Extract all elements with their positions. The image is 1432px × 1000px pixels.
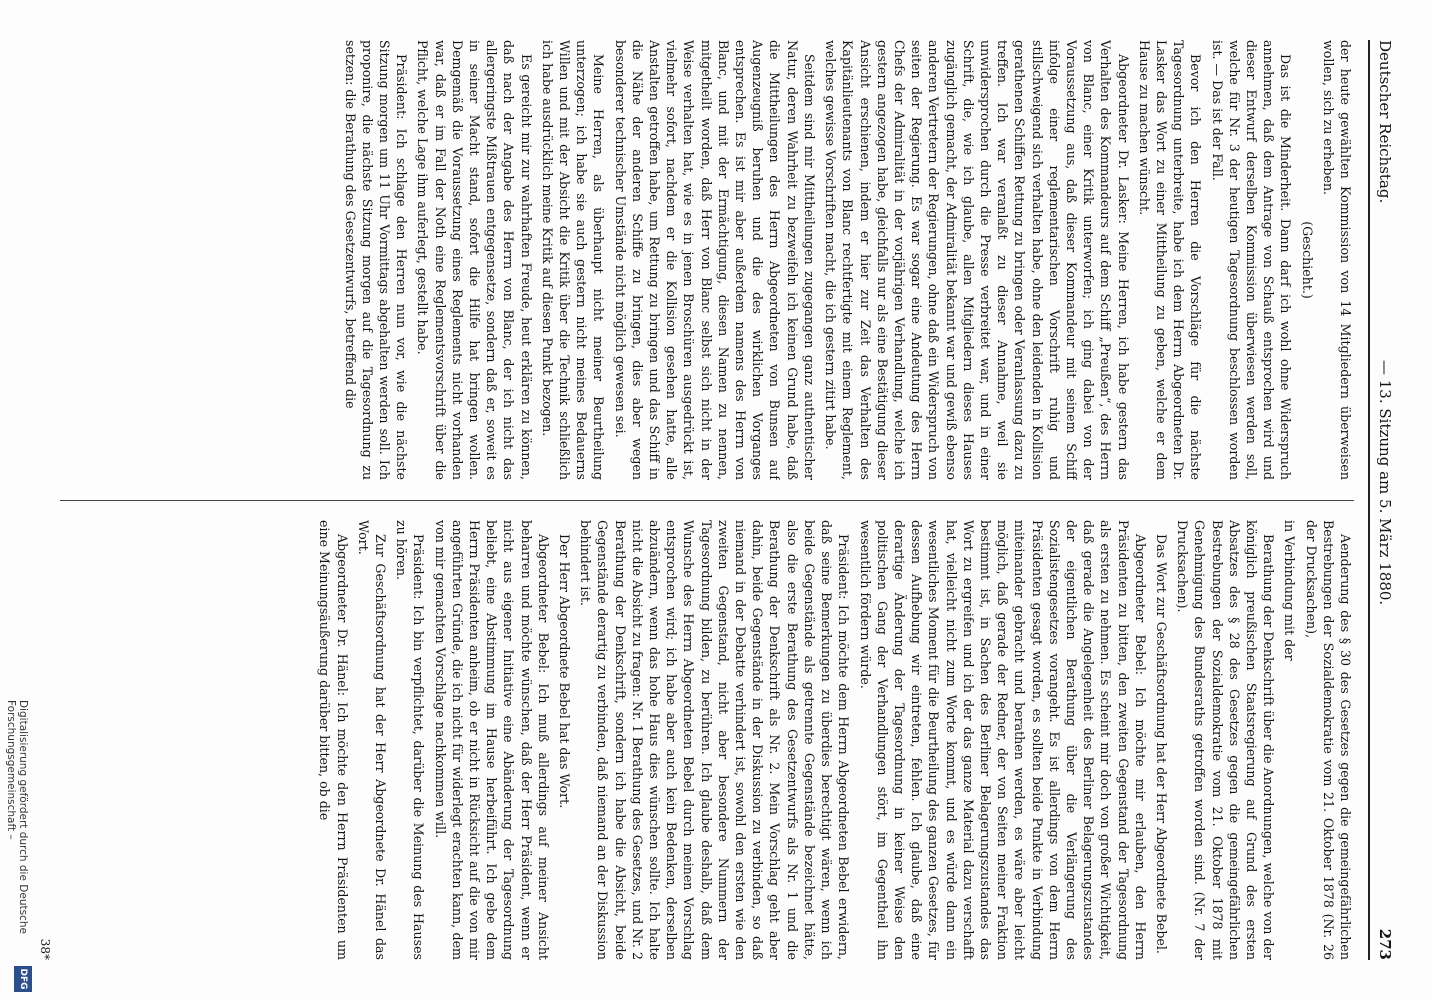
paragraph: Seitdem sind mir Mittheilungen zugegangen ganz authentischer Natur, deren Wahrheit zu bezweifeln ich keinen Grund habe, daß die Mittheilungen des Herrn Abgeordneten von Bunsen auf Augenzeugniß beruhen und die des wirklichen Vorganges entsprechen. Es ist mir aber außerdem namens des Herrn von Blanc, und mit der Ermächtigung, diesen Namen zu nennen, mitgetheilt worden, daß Herr von Blanc selbst sich nicht in der Weise verhalten hat, wie es in jenen Broschüren ausgedrückt ist, vielmehr sofort, nachdem er die Kollision gesehen hatte, alle Anstalten getroffen habe, um Rettung zu bringen und das Schiff in die Nähe der anderen Schiffe zu bringen, dies aber wegen besonderer technischer Umstände nicht möglich gewesen sei. [612,40,817,480]
page-number: 273 [1376,928,1394,960]
header-session: — 13. Sitzung am 5. März 1880. [1376,360,1394,606]
paragraph: Es gereicht mir zur wahrhaften Freude, heut erklären zu können, daß nach der Angabe des Herrn von Blanc, der ich nicht das allergeringste Mißtrauen entgegensetze, sondern daß er, soweit es in seiner Macht stand, sofort die Hilfe hat bringen wollen. Demgemäß die Voraussetzung eines Reglements nicht vorhanden war, daß er im Fall der Noth eine Reglementsvorschrift über die Pflicht, welche Lage ihm auferlegt, gestellt habe. [415,40,534,480]
paragraph: Das ist die Minderheit. Dann darf ich wohl ohne Widerspruch annehmen, daß dem Antrage von Schauß entsprochen wird und dieser Entwurf derselben Kommission überwiesen werden soll, welche für Nr. 3 der heutigen Tagesordnung beschlossen worden ist. — Das ist der Fall. [1209,40,1294,480]
paragraph: der heute gewählten Kommission von 14 Mitgliedern überweisen wollen, sich zu erheben. [1320,40,1353,480]
text-column-left [60,40,1354,480]
column-divider [60,500,1354,501]
paragraph: Aenderung des § 30 des Gesetzes gegen die gemeingefährlichen Bestrebungen der Sozialdemokratie vom 21. Oktober 1878 (Nr. 26 der Drucksachen), [1303,520,1353,960]
paragraph: Abgeordneter Bebel: Ich möchte mir erlauben, den Herrn Präsidenten zu bitten, den zweiten Gegenstand der Tagesordnung als ersten zu nehmen. Es scheint mir doch von großer Wichtigkeit, daß gerade die Angelegenheit des Berliner Belagerungszustandes der eigentlichen Berathung über die Verlängerung des Sozialistengesetzes vorangeht. Es ist allerdings von dem Herrn Präsidenten gesagt worden, es sollten beide Punkte in Verbindung miteinander gebracht und berathen werden, es wäre aber leicht möglich, daß gerade der Redner, der von Seiten meiner Fraktion bestimmt ist, in Sachen des Berliner Belagerungszustandes das Wort zu ergreifen und ich der das ganze Material dazu verschafft hat, vielleicht nicht zum Worte kommt, und es würde dann ein wesentliches Moment für die Beurtheilung des ganzen Gesetzes, für dessen Aufhebung wir eintreten, fehlen. Ich glaube, daß eine derartige Änderung der Tagesordnung in keiner Weise den politischen Gang der Verhandlungen stört, im Gegentheil ihn wesentlich fördern würde. [857,520,1148,960]
paragraph: Berathung der Denkschrift über die Anordnungen, welche von der königlich preußischen Staatsregierung auf Grund des ersten Absatzes des § 28 des Gesetzes gegen die gemeingefährlichen Bestrebungen der Sozialdemokratie vom 21. Oktober 1878 mit Genehmigung des Bundesraths getroffen worden sind. (Nr. 7 der Drucksachen). [1175,520,1277,960]
paragraph: (Geschieht.) [1299,221,1315,299]
paragraph: Abgeordneter Dr. Hänel: Ich möchte den Herrn Präsidenten um eine Meinungsäußerung darüber bitten, ob die [317,520,350,960]
signature-mark: 38* [38,938,52,960]
header-title: Deutscher Reichstag. [1376,40,1394,204]
paragraph: Zur Geschäftsordnung hat der Herr Abgeordnete Dr. Hänel das Wort. [355,520,389,960]
paragraph: Abgeordneter Dr. Lasker: Meine Herren, ich habe gestern das Verhalten des Kommandeurs auf dem Schiff „Preußen“, des Herrn von Blanc, einer Kritik unterworfen; ich ging dabei von der Voraussetzung aus, daß dieser Kommandeur mit seinem Schiff infolge einer reglementarischen Vorschrift ruhig und stillschweigend sich verhalten habe, ohne den leidenden in Kollision gerathenen Schiffen Rettung zu bringen oder Veranlassung dazu zu treffen. Ich war veranlaßt zu dieser Annahme, weil sie unwidersprochen durch die Presse verbreitet war, und in einer Schrift, die, wie ich glaube, allen Mitgliedern dieses Hauses zugänglich gemacht, der Admiralität bekannt war und gewiß ebenso anderen Vertretern der Regierungen, ohne daß ein Widerspruch von seiten der Regierung. Es war sogar eine Andeutung des Herrn Chefs der Admiralität in der vorjährigen Verhandlung, welche ich gestern angezogen habe, gleichfalls nur als eine Bestätigung dieser Ansicht erschienen, indem er hier zur Zeit das Verhalten des Kapitänlieutenants von Blanc rechtfertigte mit einem Reglement, welches gewisse Vorschriften macht, die ich gestern zitirt habe. [823,40,1131,480]
paragraph: Abgeordneter Bebel: Ich muß allerdings auf meiner Ansicht beharren und möchte wünschen, daß der Herr Präsident, wenn er nicht aus eigener Initiative eine Abänderung der Tagesordnung beliebt, eine Abstimmung im Hause herbeiführt. Ich gebe dem Herrn Präsidenten anheim, ob er nicht in Rücksicht auf die von mir angeführten Gründe, die ich nicht für widerlegt erachten kann, dem von mir gemachten Vorschlage nachkommen will. [432,520,551,960]
paragraph: Präsident: Ich möchte dem Herrn Abgeordneten Bebel erwidern, daß seine Bemerkungen zu überdies berechtigt wären, wenn ich beide Gegenstände als getrennte Gegenstände bezeichnet hätte, also die erste Berathung des Gesetzentwurfs als Nr. 1 und die Berathung der Denkschrift als Nr. 2. Mein Vorschlag geht aber dahin, beide Gegenstände in der Diskussion zu verbinden, so daß niemand in der Debatte verhindert ist, sowohl den ersten wie den zweiten Gegenstand, nicht aber besondere Nummern der Tagesordnung bilden, zu berühren. Ich glaube deshalb, daß dem Wunsche des Herrn Abgeordneten Bebel durch meinen Vorschlag entsprochen wird; ich habe aber auch kein Bedenken, derselben abzuändern, wenn das hohe Haus dies wünschen sollte. Ich halte nicht die Absicht zu fragen: Nr. 1 Berathung des Gesetzes, und Nr. 2 Berathung der Denkschrift, sondern ich habe die Absicht, beide Gegenstände derartig zu verbinden, daß niemand an der Diskussion behindert ist. [578,520,852,960]
paragraph: Präsident: Ich schlage den Herren nun vor, wie die nächste Sitzung morgen um 11 Uhr Vormittags abgehalten werden soll. Ich proponire, die nächste Sitzung morgen auf die Tagesordnung zu setzen: die Berathung des Gesetzentwurfs, betreffend die [342,40,410,480]
text-column-right [60,520,1354,960]
paragraph: Präsident: Ich bin verpflichtet, darüber die Meinung des Hauses zu hören. [394,520,427,960]
dfg-logo: DFG [14,966,32,992]
paragraph: Der Herr Abgeordnete Bebel hat das Wort. [557,534,573,809]
paragraph: in Verbindung mit der [1282,520,1298,661]
digitization-credit: Digitalisierung gefördert durch die Deutsche Forschungsgemeinschaft – [5,700,29,934]
page-header [1368,40,1396,960]
paragraph: Bevor ich den Herren die Vorschläge für die nächste Tagesordnung unterbreite, habe ich dem Herrn Abgeordneten Dr. Lasker das Wort zu einer Mittheilung zu geben, welche er dem Hause zu machen wünscht. [1136,40,1204,480]
paragraph: Meine Herren, als überhaupt nicht meiner Beurtheilung unterzogen; ich habe sie auch gestern nicht meines Bedauerns Willen und mit der Absicht die Kritik über die Technik schließlich ich habe ausdrücklich meine Kritik auf diesen Punkt bezogen. [539,40,607,480]
paragraph: Das Wort zur Geschäftsordnung hat der Herr Abgeordnete Bebel. [1153,534,1169,954]
